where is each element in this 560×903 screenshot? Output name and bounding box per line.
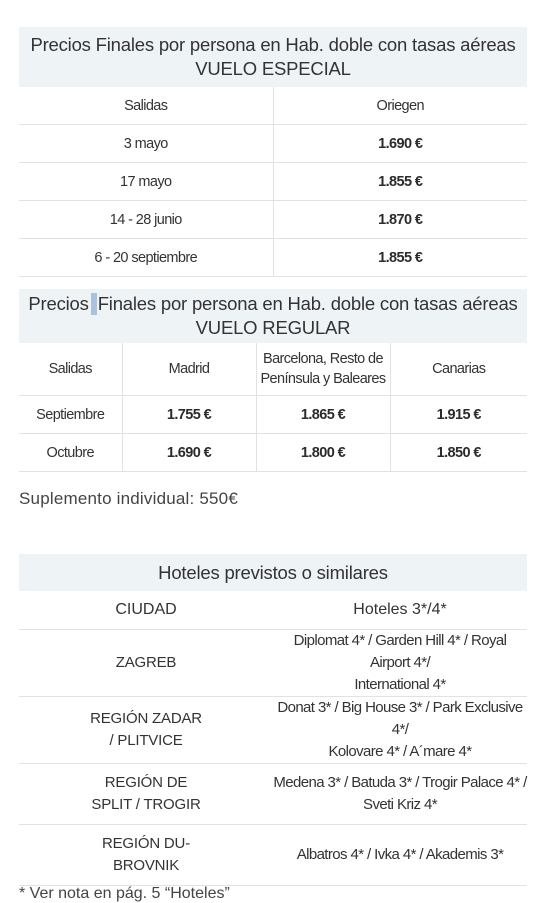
departure-date: 14 - 28 junio (19, 201, 273, 239)
column-header-salidas: Salidas (19, 87, 273, 125)
hotels-footnote: * Ver nota en pág. 5 “Hoteles” (19, 885, 230, 902)
city-line1: REGIÓN DU- (101, 835, 190, 852)
hotels-line1: Albatros 4* / Ivka 4* / Akademis 3* (296, 846, 504, 863)
special-flight-title-line2: VUELO ESPECIAL (195, 58, 351, 79)
special-flight-table-title (19, 27, 527, 87)
price-barcelona: 1.865 € (256, 396, 390, 434)
hotels-line2: Kolovare 4* / A´mare 4* (328, 743, 472, 760)
table-row (19, 434, 527, 472)
city-cell (19, 825, 273, 886)
column-header-origen: Oriegen (273, 87, 527, 125)
departure-date: 6 - 20 septiembre (19, 239, 273, 277)
regular-flight-title-line1-end: Finales por persona en Hab. doble con tasas aéreas (97, 293, 518, 314)
hotels-table (19, 554, 527, 886)
price-canarias: 1.850 € (390, 434, 527, 472)
city-line1: ZAGREB (115, 654, 177, 671)
hotels-line2: Sveti Kriz 4* (363, 796, 437, 813)
special-flight-title-line1: Precios Finales por persona en Hab. doble con tasas aéreas (30, 34, 516, 55)
price-canarias: 1.915 € (390, 396, 527, 434)
special-flight-price-table (19, 27, 527, 277)
hotels-line1: Donat 3* / Big House 3* / Park Exclusive 4*/ (277, 699, 523, 738)
column-header-madrid: Madrid (122, 343, 256, 396)
price-cell: 1.855 € (273, 163, 527, 201)
table-row (19, 239, 527, 277)
column-header-canarias: Canarias (390, 343, 527, 396)
column-header-barcelona-line1: Barcelona, Resto de (263, 351, 383, 367)
table-row (19, 630, 527, 697)
price-barcelona: 1.800 € (256, 434, 390, 472)
table-row (19, 825, 527, 886)
table-row (19, 396, 527, 434)
hotels-cell (273, 825, 527, 886)
city-line2: SPLIT / TROGIR (91, 796, 201, 813)
city-cell (19, 697, 273, 764)
city-line2: / PLITVICE (109, 732, 183, 749)
city-line1: REGIÓN DE (104, 774, 188, 791)
departure-date: 3 mayo (19, 125, 273, 163)
price-cell: 1.690 € (273, 125, 527, 163)
hotels-cell (273, 630, 527, 697)
column-header-salidas: Salidas (19, 343, 122, 396)
departure-month: Octubre (19, 434, 122, 472)
city-line1: REGIÓN ZADAR (90, 710, 202, 727)
price-cell: 1.870 € (273, 201, 527, 239)
city-cell (19, 764, 273, 825)
text-cursor (91, 293, 97, 315)
hotels-cell (273, 764, 527, 825)
regular-flight-title-line2: VUELO REGULAR (195, 317, 351, 338)
table-row (19, 201, 527, 239)
departure-month: Septiembre (19, 396, 122, 434)
column-header-hoteles: Hoteles 3*/4* (273, 591, 527, 630)
hotels-line1: Medena 3* / Batuda 3* / Trogir Palace 4* / (273, 774, 527, 791)
price-cell: 1.855 € (273, 239, 527, 277)
table-row (19, 764, 527, 825)
city-cell (19, 630, 273, 697)
column-header-barcelona-line2: Península y Baleares (260, 371, 386, 387)
hotels-table-title: Hoteles previstos o similares (19, 554, 527, 591)
hotels-line1: Diplomat 4* / Garden Hill 4* / Royal Airport 4*/ (293, 632, 507, 671)
table-row (19, 697, 527, 764)
hotels-line2: International 4* (354, 676, 446, 693)
single-supplement-text: Suplemento individual: 550€ (19, 489, 238, 508)
departure-date: 17 mayo (19, 163, 273, 201)
regular-flight-table-title (19, 289, 527, 343)
regular-flight-price-table (19, 289, 527, 472)
column-header-barcelona (256, 343, 390, 396)
price-madrid: 1.690 € (122, 434, 256, 472)
table-row (19, 125, 527, 163)
table-row (19, 163, 527, 201)
regular-flight-title-line1-start: Precios (28, 293, 89, 314)
column-header-ciudad: CIUDAD (19, 591, 273, 630)
hotels-cell (273, 697, 527, 764)
city-line2: BROVNIK (112, 857, 180, 874)
price-madrid: 1.755 € (122, 396, 256, 434)
